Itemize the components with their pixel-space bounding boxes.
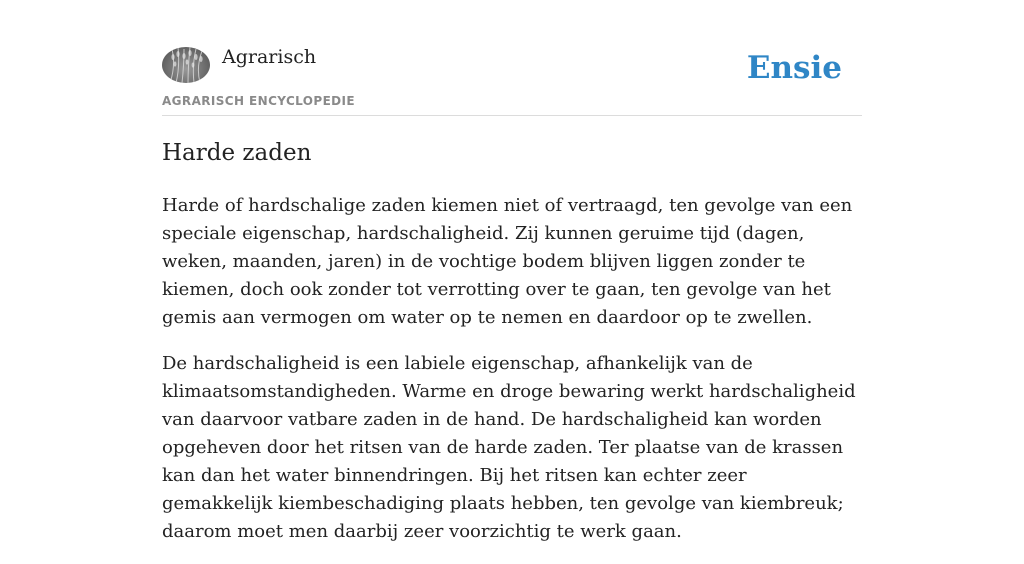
page-title: Harde zaden [162, 140, 312, 166]
article-paragraph: De hardschaligheid is een labiele eigenschap, afhankelijk van de klimaatsomstandigheden. Warme en droge bewaring werkt hardschaligheid van daarvoor vatbare zaden in de hand. De hardschaligheid kan worden opgeheven door het ritsen van de harde zaden. Ter plaatse van de krassen kan dan het water binnendringen. Bij het ritsen kan echter zeer gemakkelijk kiembeschadiging plaats hebben, ten gevolge van kiembreuk; daarom moet men daarbij zeer voorzichtig te werk gaan. [162, 353, 856, 542]
site-name[interactable]: Agrarisch [222, 46, 317, 68]
article-paragraph: Harde of hardschalige zaden kiemen niet of vertraagd, ten gevolge van een speciale eigenschap, hardschaligheid. Zij kunnen geruime tijd (dagen, weken, maanden, jaren) in de vochtige bodem blijven liggen zonder te kiemen, doch ook zonder tot verrotting over te gaan, ten gevolge van het gemis aan vermogen om water op te nemen en daardoor op te zwellen. [162, 195, 853, 328]
brand-logo[interactable]: Ensie [746, 50, 842, 86]
site-subtitle[interactable]: AGRARISCH ENCYCLOPEDIE [162, 94, 355, 108]
article-body [162, 192, 862, 564]
site-header [162, 0, 862, 116]
wheat-logo-icon[interactable] [162, 47, 210, 83]
page-container [162, 0, 862, 542]
